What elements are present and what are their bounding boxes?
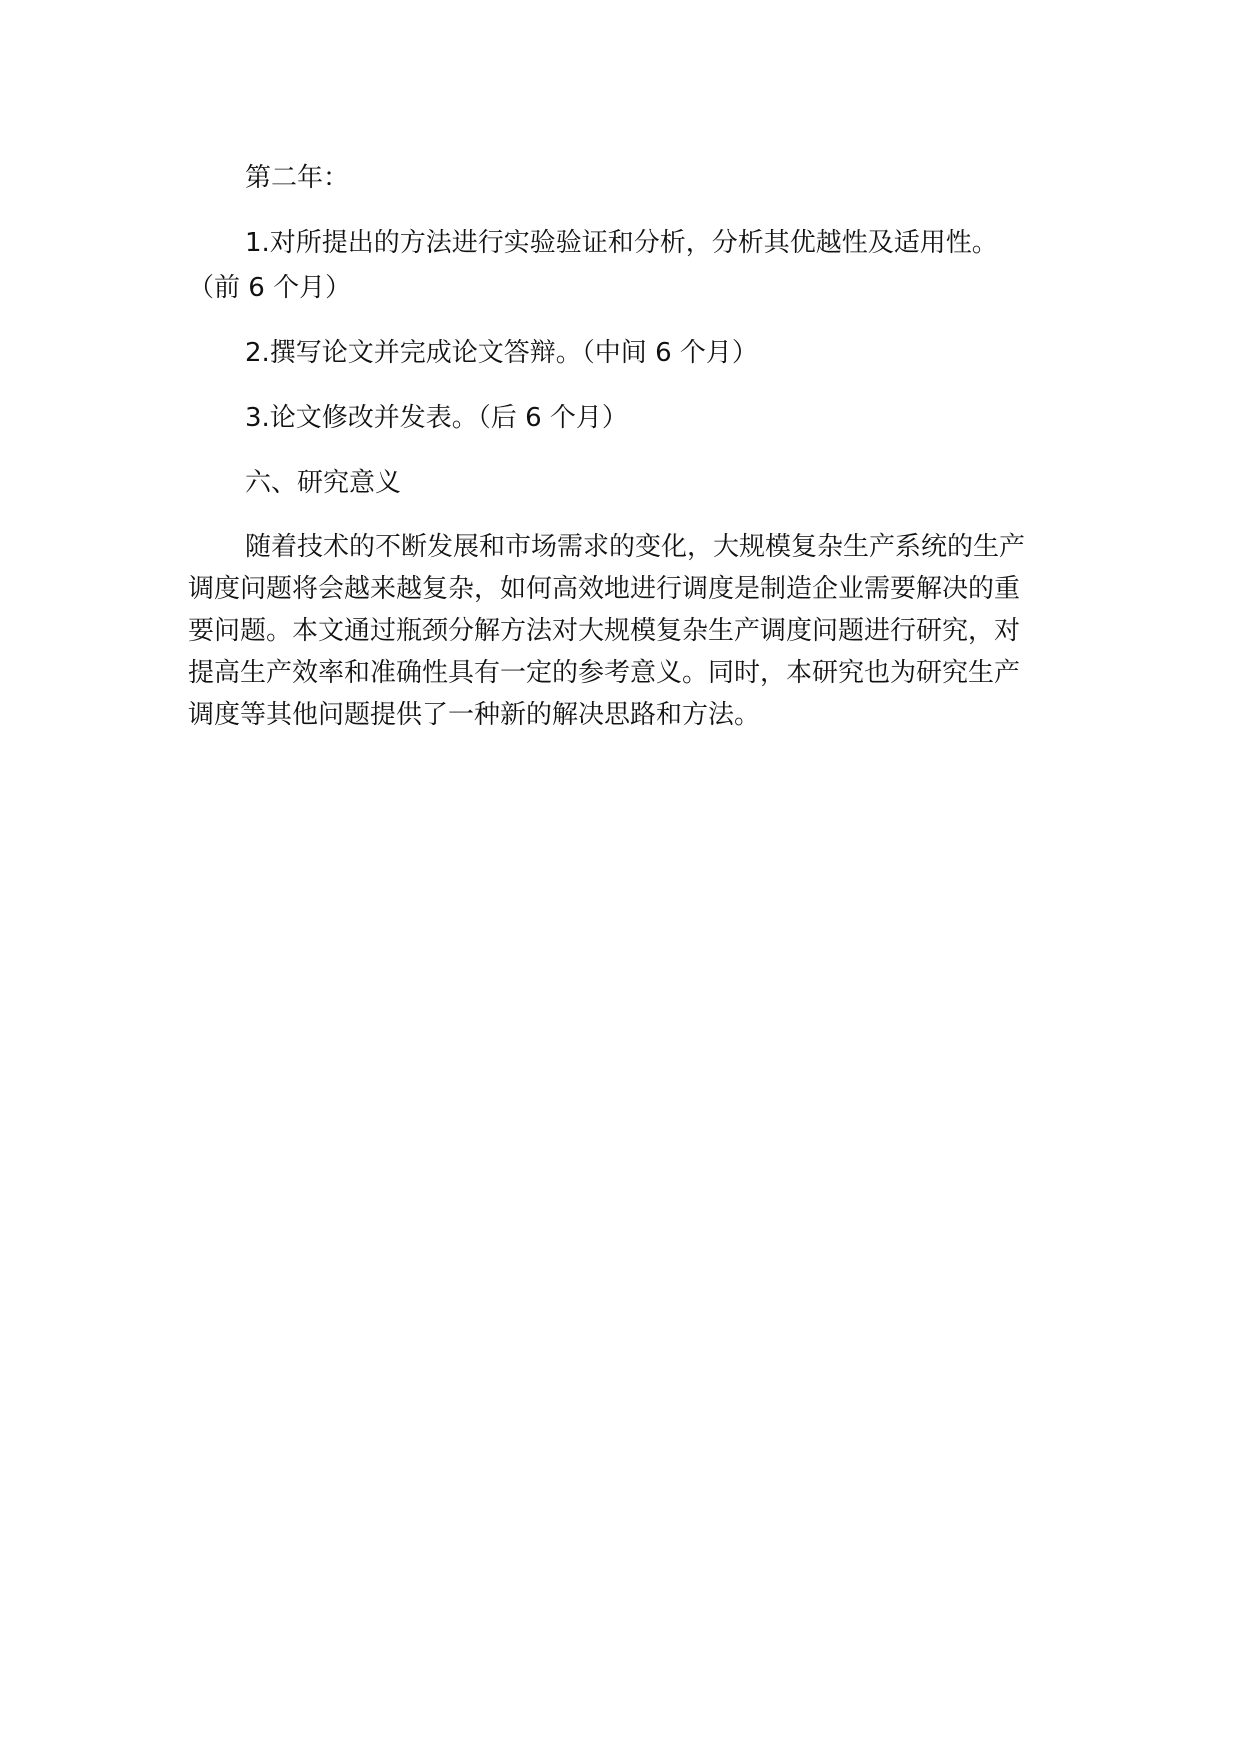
section-heading: 六、研究意义	[245, 468, 402, 498]
plan-item-2: 2.撰写论文并完成论文答辩。（中间 6 个月）	[245, 338, 758, 368]
year-heading: 第二年：	[245, 163, 350, 193]
section-body: 随着技术的不断发展和市场需求的变化，大规模复杂生产系统的生产调度问题将会越来越复杂，如何高效地进行调度是制造企业需要解决的重要问题。本文通过瓶颈分解方法对大规模复杂生产调度问题进行研究，对提高生产效率和准确性具有一定的参考意义。同时，本研究也为研究生产调度等其他问题提供了一种新的解决思路和方法。	[188, 532, 1026, 730]
plan-item-1: 1.对所提出的方法进行实验验证和分析，分析其优越性及适用性。（前 6 个月）	[188, 228, 998, 303]
document-content	[188, 156, 1030, 756]
plan-item-3: 3.论文修改并发表。（后 6 个月）	[245, 403, 628, 433]
